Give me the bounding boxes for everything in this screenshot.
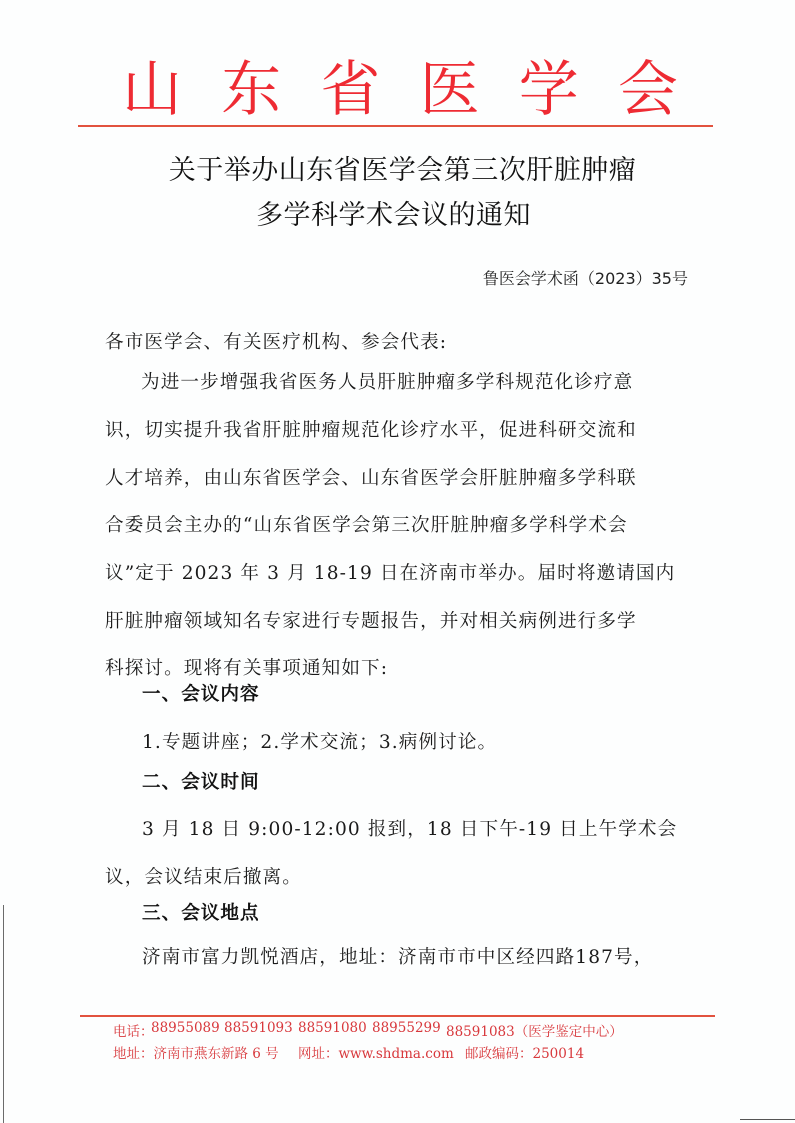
intro-line: 肝脏肿瘤领域知名专家进行专题报告，并对相关病例进行多学 xyxy=(105,611,637,632)
phone-number: 88591083（医学鉴定中心） xyxy=(446,1024,623,1040)
section-heading-time: 二、会议时间 xyxy=(142,772,260,793)
phone-number: 88591093 xyxy=(224,1020,293,1036)
document-title-line-2: 多学科学术会议的通知 xyxy=(256,200,531,231)
phone-number: 88955089 xyxy=(151,1020,220,1036)
phone-number: 88955299 xyxy=(372,1020,441,1036)
document-title-line-1: 关于举办山东省医学会第三次肝脏肿瘤 xyxy=(168,155,637,186)
masthead-char: 医 xyxy=(419,55,480,125)
intro-line: 人才培养，由山东省医学会、山东省医学会肝脏肿瘤多学科联 xyxy=(105,468,637,489)
masthead-char: 东 xyxy=(221,55,282,125)
intro-line: 议”定于 2023 年 3 月 18-19 日在济南市举办。届时将邀请国内 xyxy=(105,563,676,584)
phone-label: 电话： xyxy=(113,1024,154,1040)
scan-edge xyxy=(740,1119,795,1120)
phone-number: 88591080 xyxy=(298,1020,367,1036)
section-text: 议，会议结束后撤离。 xyxy=(105,867,302,888)
intro-line: 识，切实提升我省肝脏肿瘤规范化诊疗水平，促进科研交流和 xyxy=(105,420,637,441)
salutation: 各市医学会、有关医疗机构、参会代表: xyxy=(105,332,448,353)
footer-postcode: 邮政编码：250014 xyxy=(465,1046,585,1062)
document-number: 鲁医会学术函（2023）35号 xyxy=(482,269,688,288)
intro-line: 科探讨。现将有关事项通知如下: xyxy=(105,658,389,679)
masthead-char: 会 xyxy=(617,55,678,125)
footer-website: 网址：www.shdma.com xyxy=(298,1046,454,1062)
masthead-char: 学 xyxy=(518,55,579,125)
intro-line: 为进一步增强我省医务人员肝脏肿瘤多学科规范化诊疗意 xyxy=(141,372,634,393)
section-text: 3 月 18 日 9:00-12:00 报到，18 日下午-19 日上午学术会 xyxy=(142,819,678,840)
footer-divider xyxy=(80,1015,715,1017)
intro-line: 合委员会主办的“山东省医学会第三次肝脏肿瘤多学科学术会 xyxy=(105,515,628,536)
footer-address: 地址：济南市燕东新路 6 号 xyxy=(113,1046,279,1062)
section-heading-venue: 三、会议地点 xyxy=(142,903,260,924)
masthead-char: 山 xyxy=(122,55,182,125)
scan-edge xyxy=(3,905,4,1123)
section-text: 1.专题讲座；2.学术交流；3.病例讨论。 xyxy=(142,732,498,753)
section-text: 济南市富力凯悦酒店，地址：济南市市中区经四路187号， xyxy=(142,947,654,968)
masthead-org-name xyxy=(120,55,680,125)
section-heading-content: 一、会议内容 xyxy=(142,684,260,705)
masthead-divider xyxy=(78,125,713,127)
masthead-char: 省 xyxy=(320,55,381,125)
